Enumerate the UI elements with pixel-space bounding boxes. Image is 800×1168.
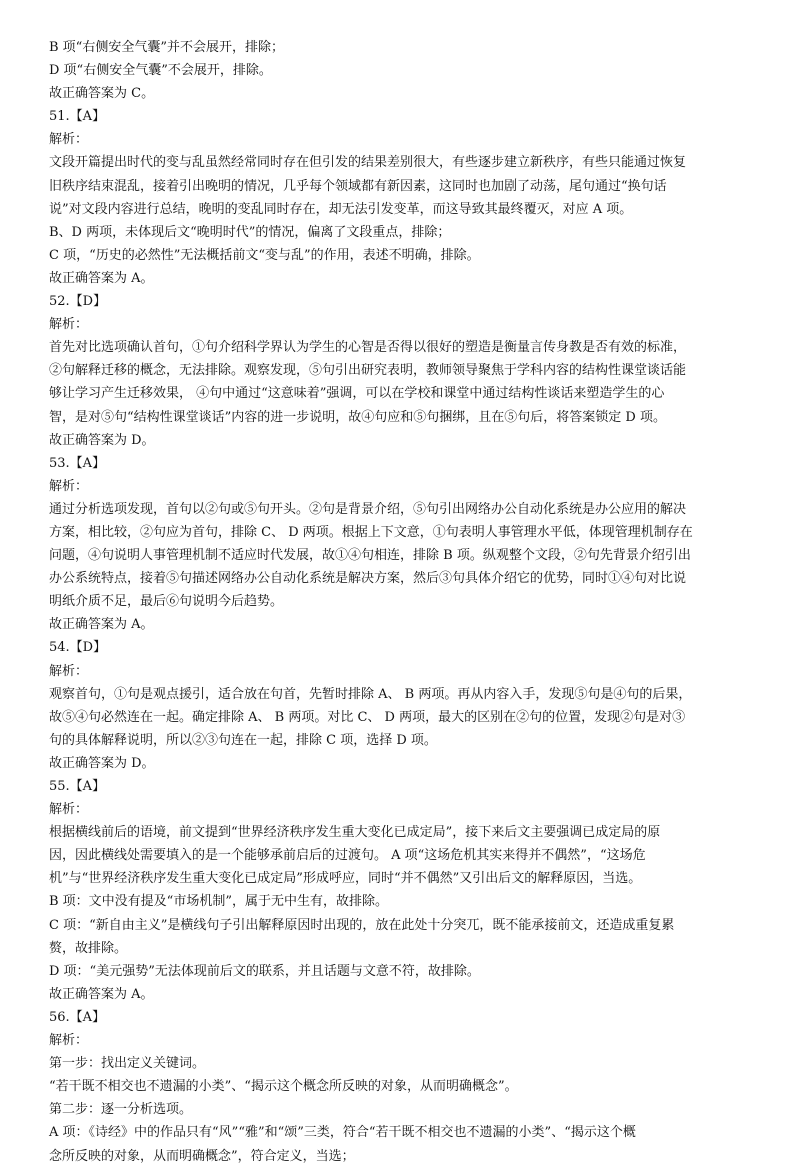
text-line: A 项：《诗经》中的作品只有“风”“雅”和“颂”三类，符合“若干既不相交也不遗漏的小类”、“揭示这个概 (49, 1125, 636, 1141)
text-line: 方案，相比较，②句应为首句，排除 C、 D 两项。根据上下文意，①句表明人事管理水平低，体现管理机制存在 (49, 524, 693, 540)
text-line: B 项：文中没有提及“市场机制”，属于无中生有，故排除。 (49, 894, 388, 910)
text-line: 办公系统特点，接着⑤句描述网络办公自动化系统是解决方案，然后③句具体介绍它的优势，同时①④句对比说 (49, 571, 687, 587)
answer-line: 故正确答案为 D。 (49, 432, 155, 448)
answer-line: 故正确答案为 A。 (49, 617, 154, 633)
text-line: 句的具体解释说明，所以②③句连在一起，排除 C 项，选择 D 项。 (49, 732, 437, 748)
answer-line: 故正确答案为 D。 (49, 755, 155, 771)
analysis-label: 解析： (49, 1033, 89, 1049)
answer-line: 故正确答案为 A。 (49, 986, 154, 1002)
text-line: 故⑤④句必然连在一起。确定排除 A、 B 两项。对比 C、 D 两项，最大的区别在②句的位置，发现②句是对③ (49, 709, 686, 725)
text-line: 赘，故排除。 (49, 940, 128, 956)
text-line: 明纸介质不足，最后⑥句说明今后趋势。 (49, 594, 284, 610)
question-number: 52.【D】 (49, 294, 107, 310)
text-line: 第一步：找出定义关键词。 (49, 1056, 206, 1072)
analysis-label: 解析： (49, 663, 89, 679)
question-number: 53.【A】 (49, 455, 106, 471)
text-line: B 项“右侧安全气囊”并不会展开，排除； (49, 40, 284, 55)
analysis-label: 解析： (49, 317, 89, 333)
text-line: C 项，“历史的必然性”无法概括前文“变与乱”的作用，表述不明确，排除。 (49, 247, 480, 263)
text-line: 根据横线前后的语境，前文提到“世界经济秩序发生重大变化已成定局”，接下来后文主要强调已成定局的原 (49, 825, 661, 841)
text-line: 通过分析选项发现，首句以②句或⑤句开头。②句是背景介绍，⑤句引出网络办公自动化系统是办公应用的解决 (49, 501, 687, 517)
text-line: 观察首句，①句是观点援引，适合放在句首，先暂时排除 A、 B 两项。再从内容入手，发现⑤句是④句的后果， (49, 686, 692, 702)
text-line: 智，是对⑤句“结构性课堂谈话”内容的进一步说明，故④句应和⑤句捆绑，且在⑤句后，将答案锁定 D 项。 (49, 409, 666, 425)
text-line: 机”与“世界经济秩序发生重大变化已成定局”形成呼应，同时“并不偶然”又引出后文的解释原因，当选。 (49, 871, 642, 887)
text-line: C 项：“新自由主义”是横线句子引出解释原因时出现的，放在此处十分突兀，既不能承接前文，还造成重复累 (49, 917, 675, 933)
analysis-label: 解析： (49, 802, 89, 818)
text-line: 首先对比选项确认首句，①句介绍科学界认为学生的心智是否得以很好的塑造是衡量言传身教是否有效的标准， (49, 340, 687, 356)
text-line: D 项：“美元强势”无法体现前后文的联系，并且话题与文意不符，故排除。 (49, 963, 480, 979)
text-line: 文段开篇提出时代的变与乱虽然经常同时存在但引发的结果差别很大，有些逐步建立新秩序，有些只能通过恢复 (49, 155, 687, 171)
text-line: 够让学习产生迁移效果， ④句中通过“这意味着”强调，可以在学校和课堂中通过结构性谈话来塑造学生的心 (49, 386, 665, 402)
text-line: 旧秩序结束混乱，接着引出晚明的情况，几乎每个领域都有新因素，这同时也加剧了动荡，尾句通过“换句话 (49, 178, 667, 194)
question-number: 54.【D】 (49, 640, 107, 656)
text-line: D 项“右侧安全气囊”不会展开，排除。 (49, 63, 272, 79)
analysis-label: 解析： (49, 478, 89, 494)
answer-line: 故正确答案为 C。 (49, 86, 155, 102)
text-line: “若干既不相交也不遗漏的小类”、“揭示这个概念所反映的对象，从而明确概念”。 (49, 1079, 518, 1095)
text-line: 因，因此横线处需要填入的是一个能够承前启后的过渡句。 A 项“这场危机其实来得并不偶然”，“这场危 (49, 848, 646, 864)
text-line: 念所反映的对象，从而明确概念”，符合定义，当选； (49, 1148, 355, 1164)
text-line: 第二步：逐一分析选项。 (49, 1102, 193, 1118)
question-number: 56.【A】 (49, 1009, 106, 1025)
text-line: 说”对文段内容进行总结，晚明的变乱同时存在，却无法引发变革，而这导致其最终覆灭，对应 A 项。 (49, 201, 633, 217)
text-line: B、D 两项，未体现后文“晚明时代”的情况，偏离了文段重点，排除； (49, 224, 451, 240)
text-line: 问题，④句说明人事管理机制不适应时代发展，故①④句相连，排除 B 项。纵观整个文段，②句先背景介绍引出 (49, 548, 691, 564)
question-number: 55.【A】 (49, 779, 106, 794)
answer-line: 故正确答案为 A。 (49, 270, 154, 286)
analysis-label: 解析： (49, 132, 89, 148)
question-number: 51.【A】 (49, 109, 106, 125)
text-line: ②句解释迁移的概念，无法排除。观察发现，⑤句引出研究表明，教师领导聚焦于学科内容的结构性课堂谈话能 (49, 363, 687, 379)
